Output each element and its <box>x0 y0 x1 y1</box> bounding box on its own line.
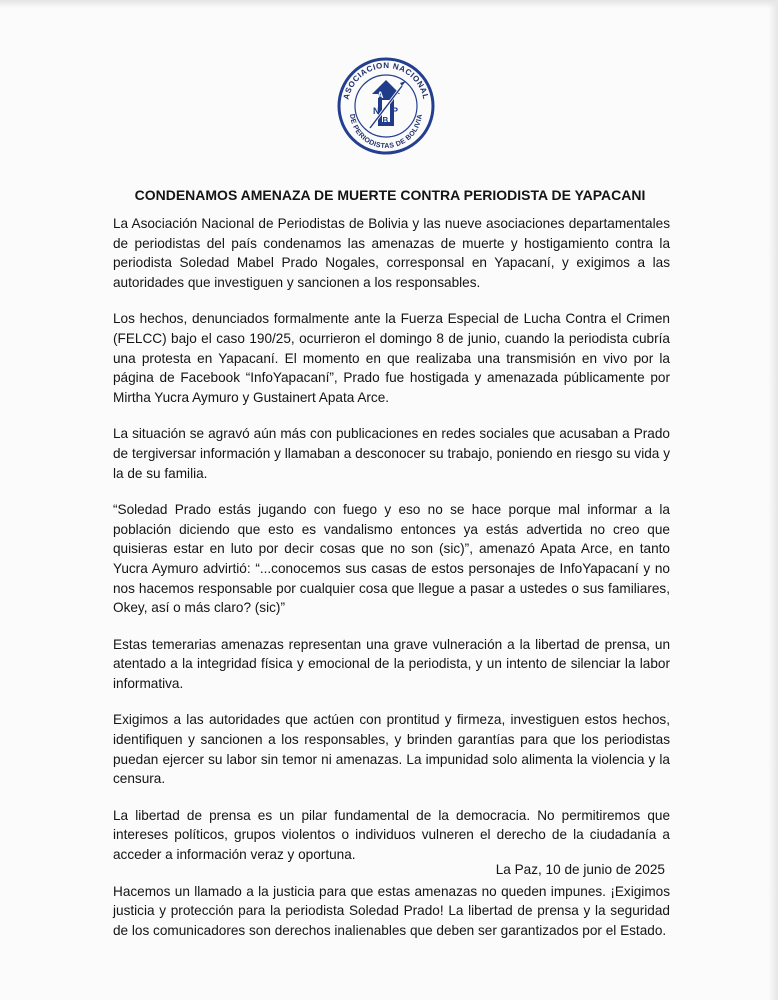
paragraph-2: Los hechos, denunciados formalmente ante la Fuerza Especial de Lucha Contra el Crimen (FELCC) bajo el caso 190/25, ocurrieron el domingo 8 de junio, cuando la periodista cubría una protesta en Yapacaní. El momento en que realizaba una transmisión en vivo por la página de Facebook “InfoYapacaní”, Prado fue hostigada y amenazada públicamente por Mirtha Yucra Aymuro y Gustainert Apata Arce. <box>113 311 670 405</box>
anpb-logo <box>336 56 436 156</box>
place-date-signoff: La Paz, 10 de junio de 2025 <box>495 862 665 877</box>
logo-initial-b: B <box>382 116 389 125</box>
paragraph-7: La libertad de prensa es un pilar fundamental de la democracia. No permitiremos que intereses políticos, grupos violentos o individuos vulneren el derecho de la ciudadanía a acceder a información veraz y oportuna. <box>113 807 670 863</box>
paragraph-5: Estas temerarias amenazas representan una grave vulneración a la libertad de prensa, un atentado a la integridad física y emocional de la periodista, y un intento de silenciar la labor informativa. <box>113 636 670 691</box>
logo-initial-n: N <box>373 106 380 116</box>
paragraph-3: La situación se agravó aún más con publicaciones en redes sociales que acusaban a Prado de tergiversar información y llamaban a desconocer su trabajo, poniendo en riesgo su vida y la de su familia. <box>113 426 670 481</box>
logo-initial-p: P <box>392 106 399 116</box>
paragraph-4-quote: “Soledad Prado estás jugando con fuego y eso no se hace porque mal informar a la población diciendo que esto es vandalismo entonces ya estás advertida no creo que quisieras estar en luto por decir cosas que no son (sic)”, amenazó Apata Arce, en tanto Yucra Aymuro advirtió: “...conocemos sus casas de estos personajes de InfoYapacaní y no nos hacemos responsable por cualquier cosa que llegue a pasar a ustedes o sus familiares, Okey, así o más claro? (sic)” <box>113 502 670 616</box>
logo-ring-text-bottom: DE PERIODISTAS DE BOLIVIA <box>347 113 425 151</box>
document-body <box>113 214 670 957</box>
logo-initial-a: A <box>377 90 384 100</box>
page-shadow-right <box>768 0 778 1000</box>
page-title: CONDENAMOS AMENAZA DE MUERTE CONTRA PERIODISTA DE YAPACANI <box>134 187 646 203</box>
paragraph-8: Hacemos un llamado a la justicia para que estas amenazas no queden impunes. ¡Exigimos justicia y protección para la periodista Soledad Prado! La libertad de prensa y la seguridad de los comunicadores son derechos inalienables que deben ser garantizados por el Estado. <box>113 883 670 938</box>
paragraph-1: La Asociación Nacional de Periodistas de Bolivia y las nueve asociaciones departamentales de periodistas del país condenamos las amenazas de muerte y hostigamiento contra la periodista Soledad Mabel Prado Nogales, corresponsal en Yapacaní, y exigimos a las autoridades que investiguen y sancionen a los responsables. <box>113 216 670 290</box>
logo-ring-text-top: ASOCIACION NACIONAL <box>341 60 431 101</box>
page-shadow-top <box>0 0 778 8</box>
paragraph-6: Exigimos a las autoridades que actúen con prontitud y firmeza, investiguen estos hechos, identifiquen y sancionen a los responsables, y brinden garantías para que los periodistas puedan ejercer su labor sin temor ni amenazas. La impunidad solo alimenta la violencia y la censura. <box>113 712 670 787</box>
